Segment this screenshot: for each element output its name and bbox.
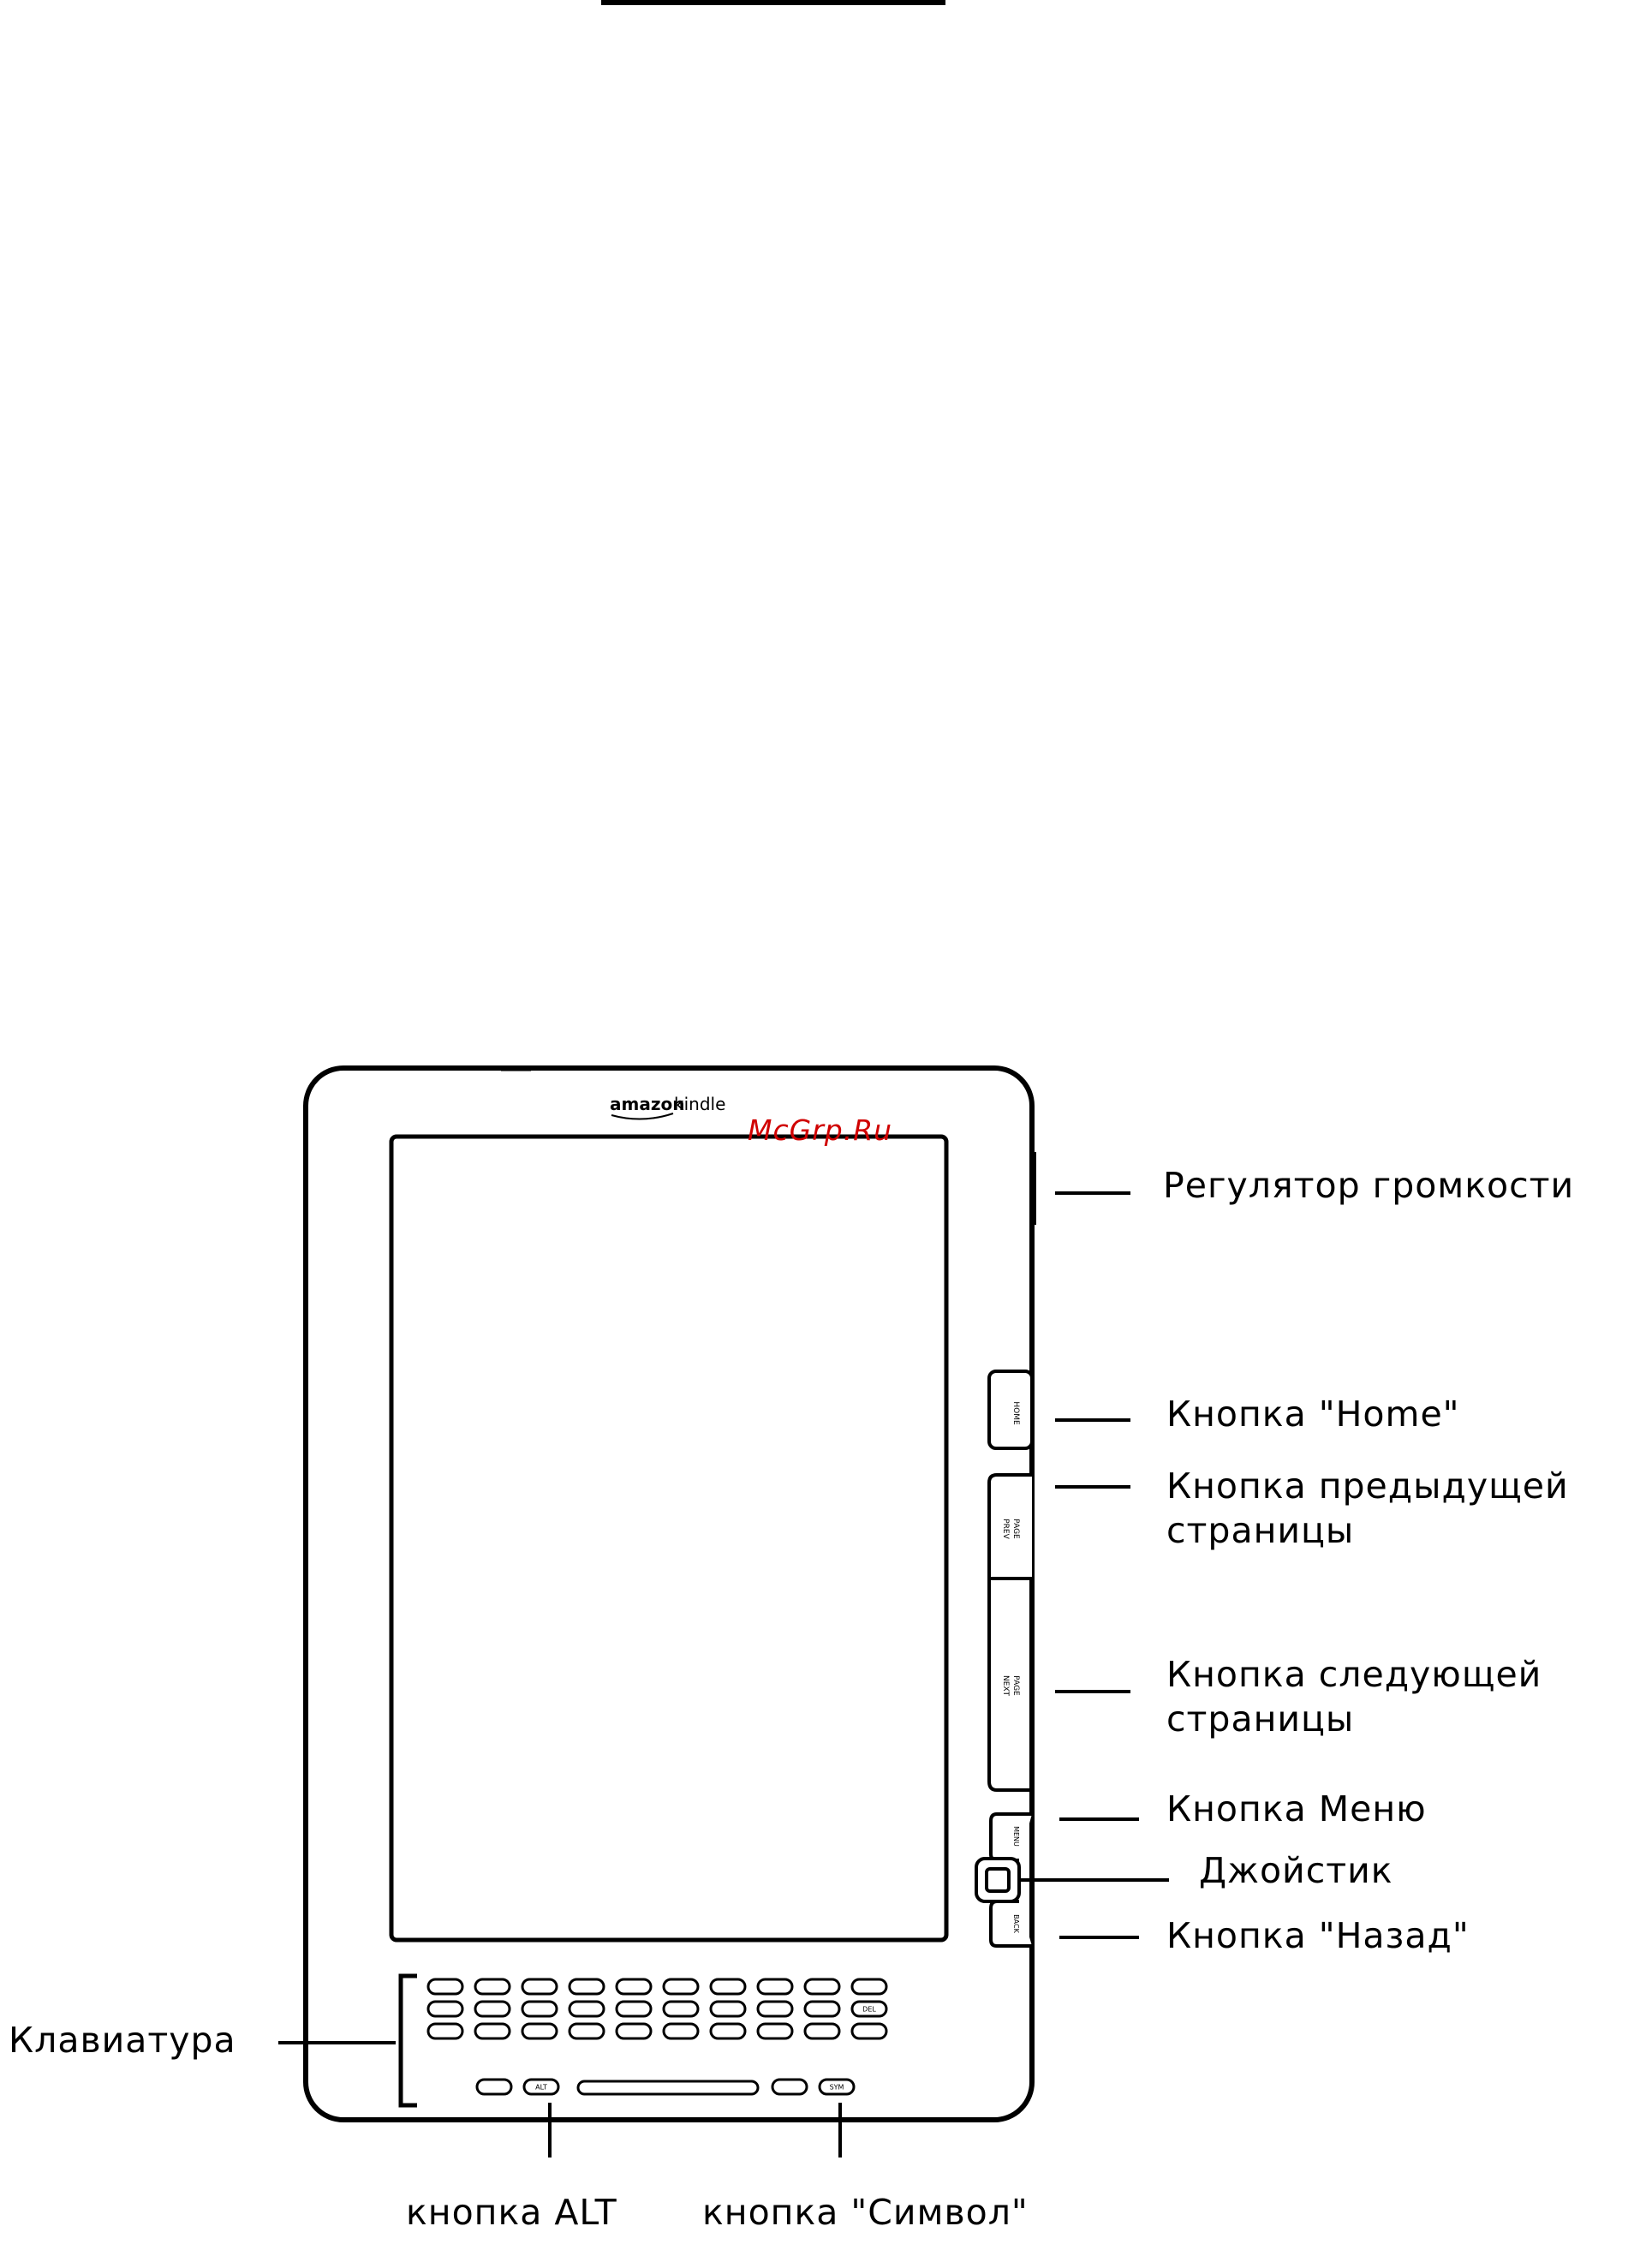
keyboard-key[interactable] (805, 1979, 839, 1994)
keyboard-key[interactable] (428, 1979, 462, 1994)
keyboard-key[interactable] (805, 2024, 839, 2038)
keyboard-key[interactable] (617, 1979, 651, 1994)
prev-page-label-2: PAGE (1011, 1519, 1020, 1539)
keyboard-key[interactable] (664, 2024, 698, 2038)
keyboard-key[interactable] (477, 2080, 511, 2094)
keyboard-key[interactable] (522, 1979, 557, 1994)
symbol-key-label: SYM (829, 2083, 844, 2092)
keyboard-key[interactable] (772, 2080, 807, 2094)
keyboard-key[interactable] (617, 2002, 651, 2016)
keyboard-key[interactable] (852, 1979, 886, 1994)
next-page-label: NEXT (1001, 1675, 1010, 1696)
keyboard-key[interactable] (758, 2024, 792, 2038)
home-callout: Кнопка "Home" (1166, 1394, 1460, 1435)
kindle-device (306, 1068, 1033, 2120)
joystick-callout: Джойстик (1199, 1850, 1393, 1891)
keyboard-key[interactable] (711, 2024, 745, 2038)
volume-callout: Регулятор громкости (1163, 1165, 1575, 1206)
keyboard-key[interactable] (711, 1979, 745, 1994)
keyboard-callout: Клавиатура (9, 2020, 236, 2061)
menu-button-label: MENU (1012, 1826, 1020, 1847)
keyboard-key[interactable] (475, 1979, 510, 1994)
home-button-label: HOME (1011, 1401, 1020, 1425)
keyboard-key-label: DEL (862, 2005, 876, 2014)
space-bar[interactable] (578, 2081, 758, 2094)
back-callout: Кнопка "Назад" (1166, 1915, 1470, 1956)
keyboard-key[interactable] (805, 2002, 839, 2016)
keyboard-key[interactable] (570, 2024, 604, 2038)
menu-callout: Кнопка Меню (1166, 1788, 1427, 1829)
keyboard-key[interactable] (664, 1979, 698, 1994)
symbol-key-callout: кнопка "Символ" (702, 2192, 1029, 2233)
keyboard-key[interactable] (475, 2024, 510, 2038)
keyboard-key[interactable] (711, 2002, 745, 2016)
keyboard-key[interactable] (428, 2002, 462, 2016)
keyboard-key[interactable] (664, 2002, 698, 2016)
kindle-logo: kindle (674, 1094, 726, 1114)
back-button-label: BACK (1012, 1914, 1020, 1933)
keyboard-key[interactable] (522, 2024, 557, 2038)
keyboard-key[interactable] (852, 2024, 886, 2038)
prev-page-callout-line2: страницы (1166, 1510, 1355, 1551)
prev-page-callout-line1: Кнопка предыдущей (1166, 1465, 1569, 1507)
keyboard-key[interactable] (758, 2002, 792, 2016)
next-page-callout-line2: страницы (1166, 1698, 1355, 1740)
keyboard-key[interactable] (428, 2024, 462, 2038)
watermark: McGrp.Ru (748, 1113, 893, 1147)
keyboard-key[interactable] (570, 2002, 604, 2016)
keyboard-key[interactable] (522, 2002, 557, 2016)
next-page-callout-line1: Кнопка следующей (1166, 1654, 1542, 1695)
top-rule (601, 0, 945, 5)
joystick-center-icon (987, 1869, 1009, 1891)
keyboard-key[interactable] (758, 1979, 792, 1994)
alt-key-callout: кнопка ALT (406, 2192, 617, 2233)
prev-page-label: PREV (1001, 1519, 1010, 1539)
keyboard-key[interactable] (617, 2024, 651, 2038)
home-button[interactable] (989, 1371, 1032, 1448)
screen-frame (391, 1137, 946, 1940)
alt-key-label: ALT (535, 2083, 547, 2092)
keyboard-key[interactable] (475, 2002, 510, 2016)
keyboard-key[interactable] (570, 1979, 604, 1994)
next-page-label-2: PAGE (1011, 1675, 1020, 1696)
amazon-logo: amazon (610, 1094, 685, 1114)
prev-page-button[interactable] (989, 1475, 1032, 1579)
